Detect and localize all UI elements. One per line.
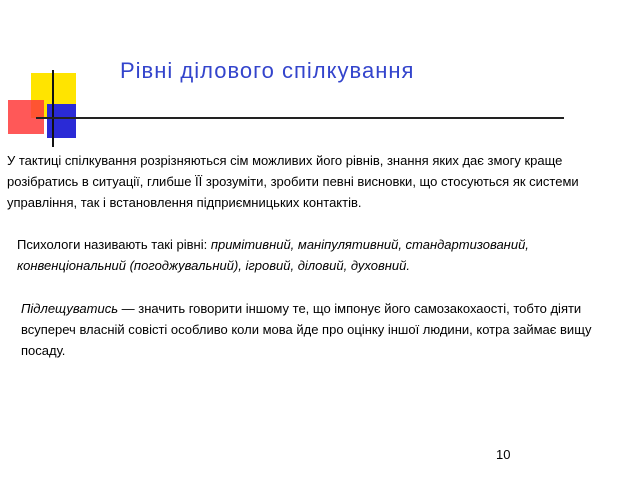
flattery-term: Підлещуватись xyxy=(21,301,119,316)
intro-paragraph: У тактиці спілкування розрізняються сім можливих його рівнів, знання яких дає змогу краще розібратись в ситуації, глибше ЇЇ зрозуміти, зробити певні висновки, що стосуються як системи управління, так і встановлення підприємницьких контактів. xyxy=(7,153,579,210)
slide-title: Рівні ділового спілкування xyxy=(120,58,415,83)
levels-lead: Психологи називають такі рівні: xyxy=(17,237,211,252)
levels-paragraph xyxy=(17,234,577,276)
page-number: 10 xyxy=(496,447,511,462)
flattery-definition: — значить говорити іншому те, що імпонує його самозакохаості, тобто діяти всупереч власній совісті особливо коли мова йде про оцінку іншої людини, котра займає вищу посаду. xyxy=(21,301,592,358)
decor-vertical-line xyxy=(52,70,54,147)
title-underline xyxy=(36,117,564,119)
flattery-paragraph xyxy=(21,298,631,361)
levels-list: примітивний, маніпулятивний, стандартизований, конвенціональний (погоджувальний), ігровий, діловий, духовний. xyxy=(17,237,529,273)
